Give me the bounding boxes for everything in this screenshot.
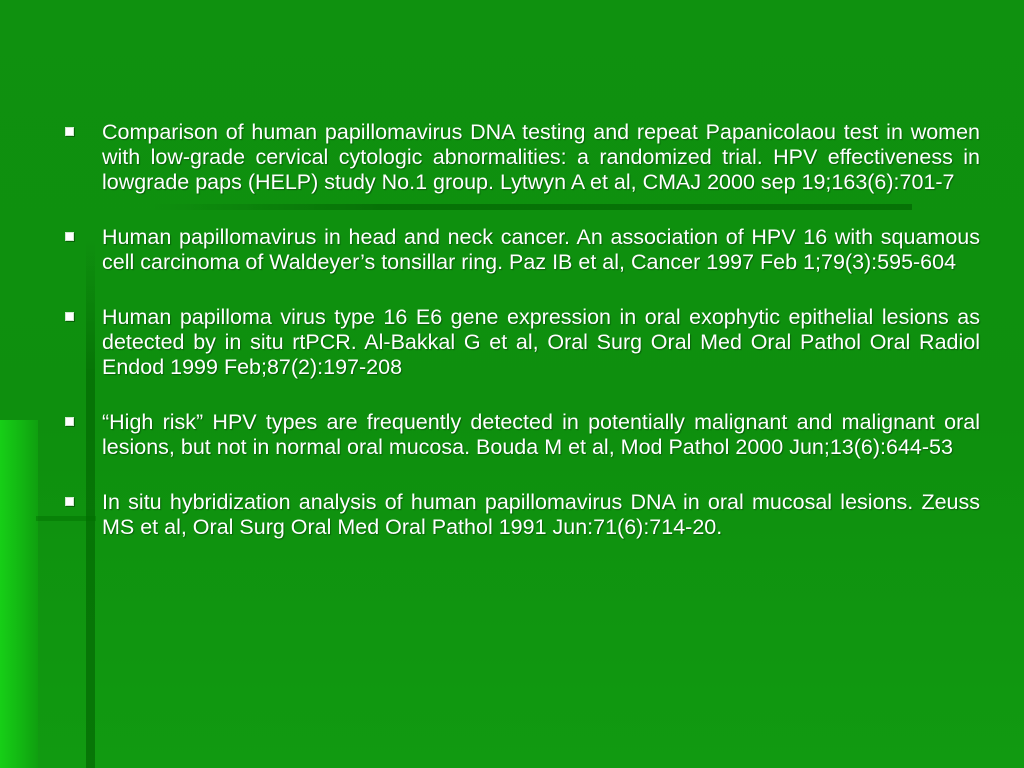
square-bullet-icon bbox=[65, 232, 74, 241]
reference-item bbox=[62, 410, 980, 460]
reference-text: “High risk” HPV types are frequently detected in potentially malignant and malignant oral lesions, but not in normal oral mucosa. Bouda M et al, Mod Pathol 2000 Jun;13(6):644-53 bbox=[102, 410, 980, 459]
square-bullet-icon bbox=[65, 497, 74, 506]
reference-item bbox=[62, 490, 980, 540]
reference-item bbox=[62, 305, 980, 380]
reference-item bbox=[62, 225, 980, 275]
reference-text: Human papillomavirus in head and neck cancer. An association of HPV 16 with squamous cell carcinoma of Waldeyer’s tonsillar ring. Paz IB et al, Cancer 1997 Feb 1;79(3):595-604 bbox=[102, 225, 980, 274]
reference-text: Human papilloma virus type 16 E6 gene expression in oral exophytic epithelial lesions as detected by in situ rtPCR. Al-Bakkal G et al, Oral Surg Oral Med Oral Pathol Oral Radiol Endod 1999 Feb;87(2):197-208 bbox=[102, 305, 980, 379]
square-bullet-icon bbox=[65, 417, 74, 426]
reference-item bbox=[62, 120, 980, 195]
decorative-left-glow bbox=[0, 420, 38, 768]
reference-text: Comparison of human papillomavirus DNA testing and repeat Papanicolaou test in women with low-grade cervical cytologic abnormalities: a randomized trial. HPV effectiveness in lowgrade paps (HELP) study No.1 group. Lytwyn A et al, CMAJ 2000 sep 19;163(6):701-7 bbox=[102, 120, 980, 194]
reference-list bbox=[62, 120, 980, 570]
square-bullet-icon bbox=[65, 127, 74, 136]
reference-text: In situ hybridization analysis of human papillomavirus DNA in oral mucosal lesions. Zeuss MS et al, Oral Surg Oral Med Oral Pathol 1991 Jun:71(6):714-20. bbox=[102, 490, 980, 539]
square-bullet-icon bbox=[65, 312, 74, 321]
